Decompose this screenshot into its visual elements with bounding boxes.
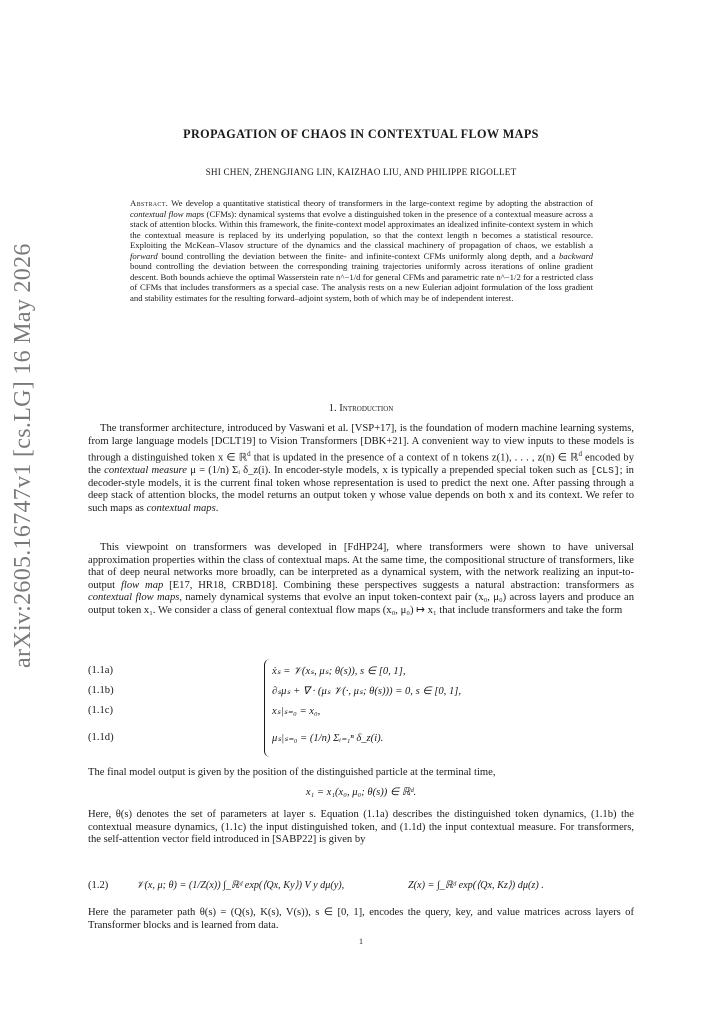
text-run: [E17, HR18, CRBD18]. Combining these perspectives suggests a natural abstraction: transformers as [163, 579, 634, 591]
terminal-equation: x₁ = x₁(x₀, μ₀; θ(s)) ∈ ℝᵈ. [305, 787, 417, 798]
equation-label: (1.1a) [88, 665, 113, 676]
section-heading [88, 403, 634, 414]
equation-line: ẋₛ = 𝒱(xₛ, μₛ; θ(s)), s ∈ [0, 1], [272, 666, 406, 677]
page-number: 1 [359, 937, 363, 946]
equation-line: xₛ|ₛ₌₀ = x₀, [272, 706, 321, 717]
text-run: encoded by the [88, 452, 634, 477]
text-run: , namely dynamical systems that evolve an input token-context pair (x₀, μ₀) across layers and produce an output token x₁. We consider a class of general contextual flow maps (x₀, μ₀) ↦ x₁ that include transformers and take the form [88, 592, 634, 616]
equation-line: Z(x) = ∫_ℝᵈ exp(⟨Qx, Kz⟩) dμ(z) . [408, 880, 544, 891]
intro-paragraph-4: Here the parameter path θ(s) = (Q(s), K(s), V(s)), s ∈ [0, 1], encodes the query, key, and value matrices across layers of Transformer blocks and is learned from data. [88, 907, 634, 931]
equation-label: (1.2) [88, 880, 109, 891]
abstract-emphasis: forward [130, 250, 158, 261]
after-equation-text: The final model output is given by the position of the distinguished particle at the terminal time, [88, 767, 496, 778]
text-run: ; in decoder-style models, it is the current final token whose representation is used to predict the next one. After passing through a deep stack of attention blocks, the model returns an output token y whose value depends on both x and its context. We refer to such maps as [88, 465, 634, 514]
abstract [130, 198, 593, 303]
text-run: that is updated in the presence of a context of n tokens z(1), . . . , z(n) ∈ ℝ [250, 452, 579, 464]
emphasis: contextual measure [104, 465, 187, 477]
abstract-label: Abstract. [130, 198, 169, 208]
emphasis: contextual maps [146, 502, 216, 514]
abstract-emphasis: backward [559, 250, 593, 261]
abstract-text: We develop a quantitative statistical theory of transformers in the large-context regime by adopting the abstraction of [168, 198, 593, 208]
equation-brace [264, 659, 271, 757]
abstract-text: bound controlling the deviation between the corresponding training trajectories uniformly across iterations of online gradient descent. Both bounds achieve the optimal Wasserstein rate n^−1/d for general CFMs and parametric rate n^−1/2 for a restricted class of CFMs that includes transformers as a special case. The analysis rests on a new Eulerian adjoint formulation of the loss gradient and stability estimates for the resulting forward–adjoint system, both of which may be of independent interest. [130, 261, 593, 303]
text-run: . [215, 502, 219, 514]
abstract-text: (CFMs): dynamical systems that evolve a distinguished token in the presence of a contextual measure across a stack of attention blocks. Within this framework, the finite-context model approximates an idealized infinite-context system in which the contextual measure is replaced by its underlying population, so that the context length n becomes a statistical resource. Exploiting the McKean–Vlasov structure of the dynamics and the classical machinery of propagation of chaos, we establish a [130, 208, 593, 250]
intro-paragraph-1: The transformer architecture, introduced by Vaswani et al. [VSP+17], is the foundation of modern machine learning systems, from large language models [DCLT19] to Vision Transformers [DBK+21]. A convenient way to view inputs to these models is through a distinguished token x ∈ ℝ$^d$ that is updated in the presence of a context of n tokens z(1), . . . , z(n) ∈ ℝ$^d$ encoded by the contextual measure μ = (1/n) Σᵢ δ_z(i). In encoder-style models, x is typically a prepended special token such as [CLS]; in decoder-style models, it is the current final token whose representation is used to predict the next one. After passing through a deep stack of attention blocks, the model returns an output token y whose value depends on both x and its context. We refer to such maps as contextual maps. [88, 423, 634, 514]
emphasis: flow map [120, 579, 164, 591]
author-list: SHI CHEN, ZHENGJIANG LIN, KAIZHAO LIU, AND PHILIPPE RIGOLLET [205, 167, 517, 177]
text-run: This viewpoint on transformers was developed in [FdHP24], where transformers were shown to have universal approximation properties within the class of contextual maps. At the same time, the compositional structure of transformers, like that of deep neural networks more broadly, can be interpreted as a dynamical system, with the network realizing an input-to-output [88, 542, 634, 591]
equation-line: μₛ|ₛ₌₀ = (1/n) Σᵢ₌₁ⁿ δ_z(i). [272, 733, 384, 744]
intro-paragraph-3: Here, θ(s) denotes the set of parameters at layer s. Equation (1.1a) describes the distinguished token dynamics, (1.1b) the contextual measure dynamics, (1.1c) the input distinguished token, and (1.1d) the input contextual measure. For transformers, the self-attention vector field introduced in [SABP22] is given by [88, 809, 634, 845]
code-token: [CLS] [590, 465, 620, 477]
section-title: Introduction [339, 403, 394, 414]
text-run: The transformer architecture, introduced by Vaswani et al. [VSP+17], is the foundation of modern machine learning systems, from large language models [DCLT19] to Vision Transformers [DBK+21]. A convenient way to view inputs to these models is through a distinguished token x ∈ ℝ [88, 423, 634, 464]
abstract-text: bound controlling the deviation between the finite- and infinite-context CFMs uniformly along depth, and a [157, 250, 560, 261]
equation-label: (1.1d) [88, 732, 114, 743]
emphasis: contextual flow maps [88, 592, 180, 603]
intro-paragraph-2 [88, 542, 634, 617]
abstract-emphasis: contextual flow maps [130, 208, 205, 219]
arxiv-identifier: arXiv:2605.16747v1 [cs.LG] 16 May 2026 [10, 243, 36, 668]
section-number: 1. [328, 403, 337, 414]
paper-title: PROPAGATION OF CHAOS IN CONTEXTUAL FLOW MAPS [183, 127, 539, 141]
equation-line: 𝒱(x, μ; θ) = (1/Z(x)) ∫_ℝᵈ exp(⟨Qx, Ky⟩) V y dμ(y), [136, 880, 345, 891]
text-run: μ = (1/n) Σᵢ δ_z(i). In encoder-style models, x is typically a prepended special token such as [186, 465, 591, 477]
equation-line: ∂ₛμₛ + ∇ · (μₛ 𝒱(·, μₛ; θ(s))) = 0, s ∈ [0, 1], [272, 686, 462, 697]
equation-label: (1.1c) [88, 705, 113, 716]
equation-label: (1.1b) [88, 685, 114, 696]
